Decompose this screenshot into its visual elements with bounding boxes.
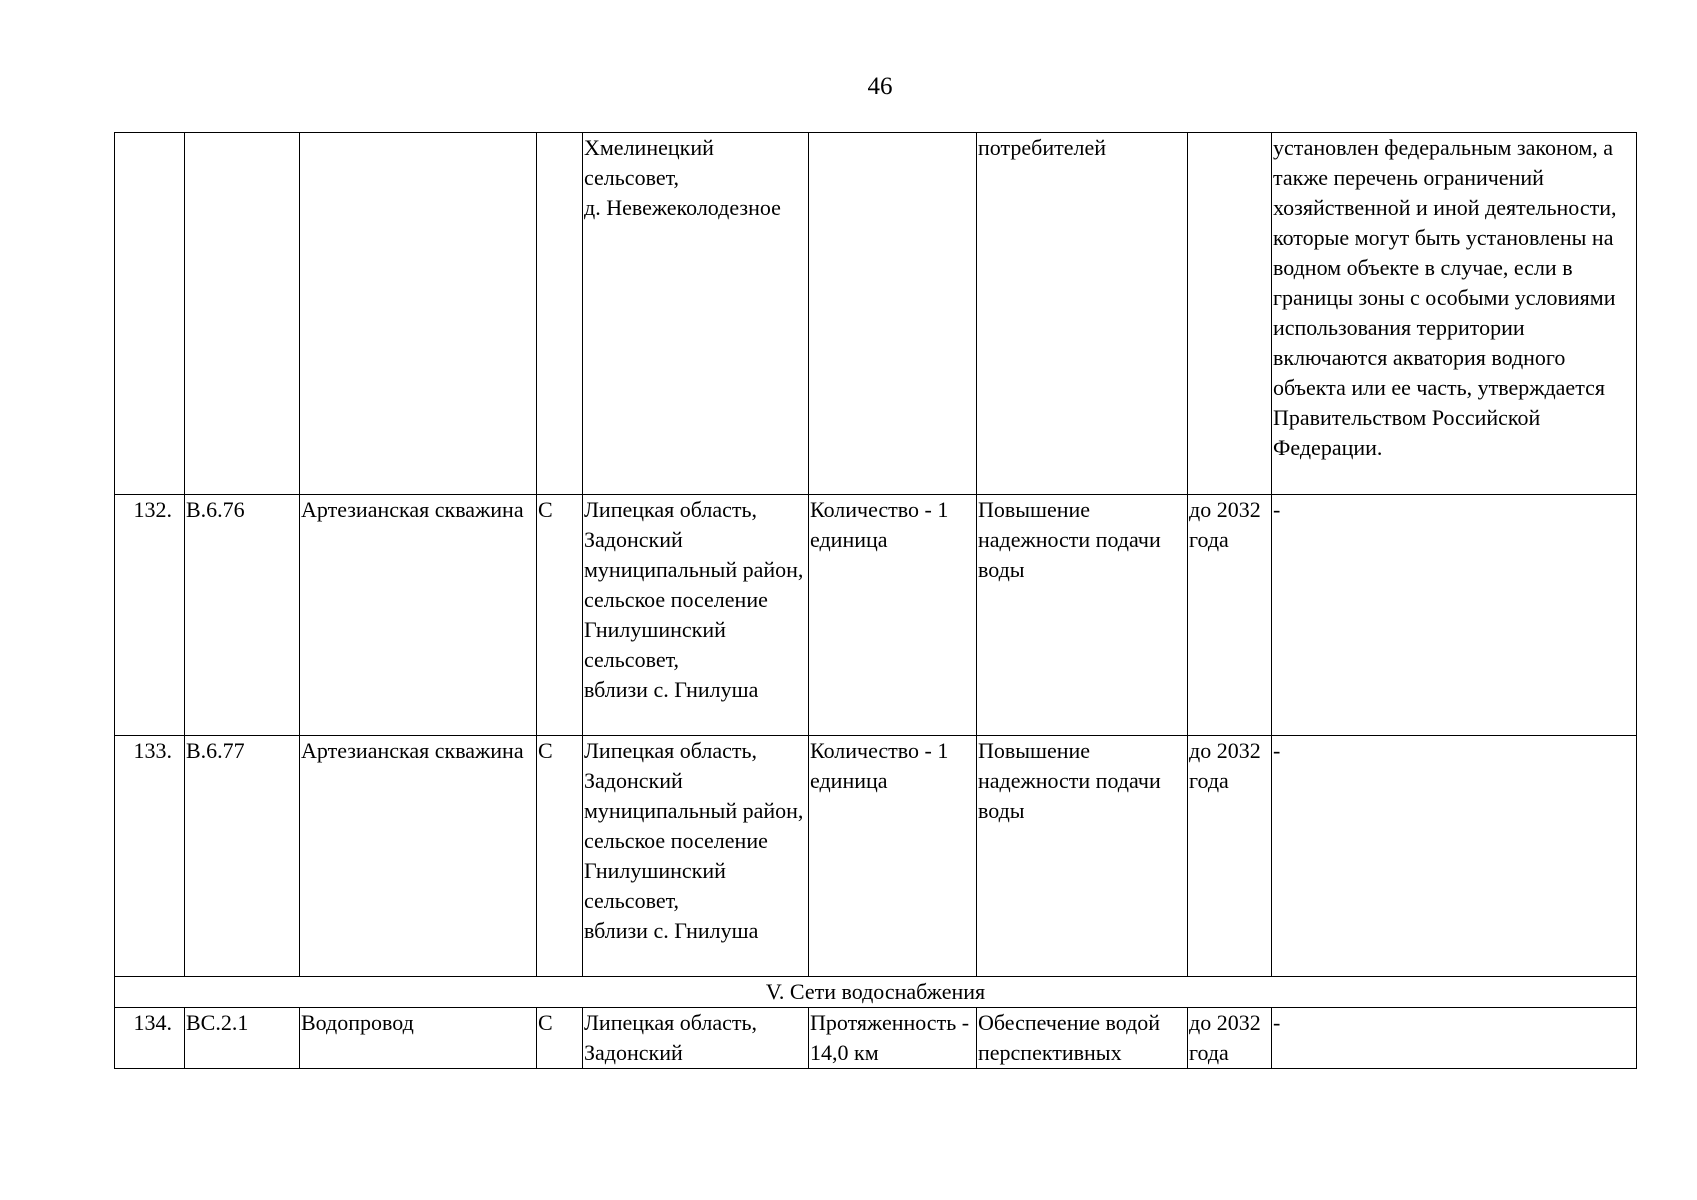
deadline-cell: до 2032 года [1188,1008,1272,1069]
table-row [115,133,1637,495]
restriction-zone-cell: - [1272,1008,1637,1069]
objects-table [114,132,1637,1069]
row-number-cell: 133. [115,736,185,977]
row-number-cell: 132. [115,495,185,736]
status-cell: С [537,736,583,977]
location-cell: Липецкая область, Задонский [583,1008,809,1069]
purpose-cell: потребителей [977,133,1188,495]
code-cell: ВС.2.1 [185,1008,300,1069]
code-cell [185,133,300,495]
purpose-cell: Повышение надежности подачи воды [977,736,1188,977]
deadline-cell: до 2032 года [1188,495,1272,736]
restriction-zone-cell: установлен федеральным законом, а также перечень ограничений хозяйственной и иной деятельности, которые могут быть установлены на водном объекте в случае, если в границы зоны с особыми условиями использования территории включаются акватория водного объекта или ее часть, утверждается Правительством Российской Федерации. [1272,133,1637,495]
status-cell [537,133,583,495]
object-name-cell: Артезианская скважина [300,495,537,736]
object-name-cell: Артезианская скважина [300,736,537,977]
table-row [115,495,1637,736]
restriction-zone-cell: - [1272,736,1637,977]
status-cell: С [537,495,583,736]
deadline-cell: до 2032 года [1188,736,1272,977]
restriction-zone-cell: - [1272,495,1637,736]
status-cell: С [537,1008,583,1069]
object-name-cell: Водопровод [300,1008,537,1069]
purpose-cell: Повышение надежности подачи воды [977,495,1188,736]
page-number: 46 [867,73,893,100]
code-cell: В.6.76 [185,495,300,736]
characteristics-cell [809,133,977,495]
location-cell: Хмелинецкий сельсовет, д. Невежеколодезное [583,133,809,495]
characteristics-cell: Количество - 1 единица [809,736,977,977]
code-cell: В.6.77 [185,736,300,977]
table-row [115,1008,1637,1069]
object-name-cell [300,133,537,495]
characteristics-cell: Протяженность - 14,0 км [809,1008,977,1069]
section-header-row [115,977,1637,1008]
row-number-cell [115,133,185,495]
row-number-cell: 134. [115,1008,185,1069]
table-row [115,736,1637,977]
location-cell: Липецкая область, Задонский муниципальный район, сельское поселение Гнилушинский сельсовет, вблизи с. Гнилуша [583,736,809,977]
deadline-cell [1188,133,1272,495]
location-cell: Липецкая область, Задонский муниципальный район, сельское поселение Гнилушинский сельсовет, вблизи с. Гнилуша [583,495,809,736]
characteristics-cell: Количество - 1 единица [809,495,977,736]
section-title: V. Сети водоснабжения [115,977,1637,1008]
purpose-cell: Обеспечение водой перспективных [977,1008,1188,1069]
